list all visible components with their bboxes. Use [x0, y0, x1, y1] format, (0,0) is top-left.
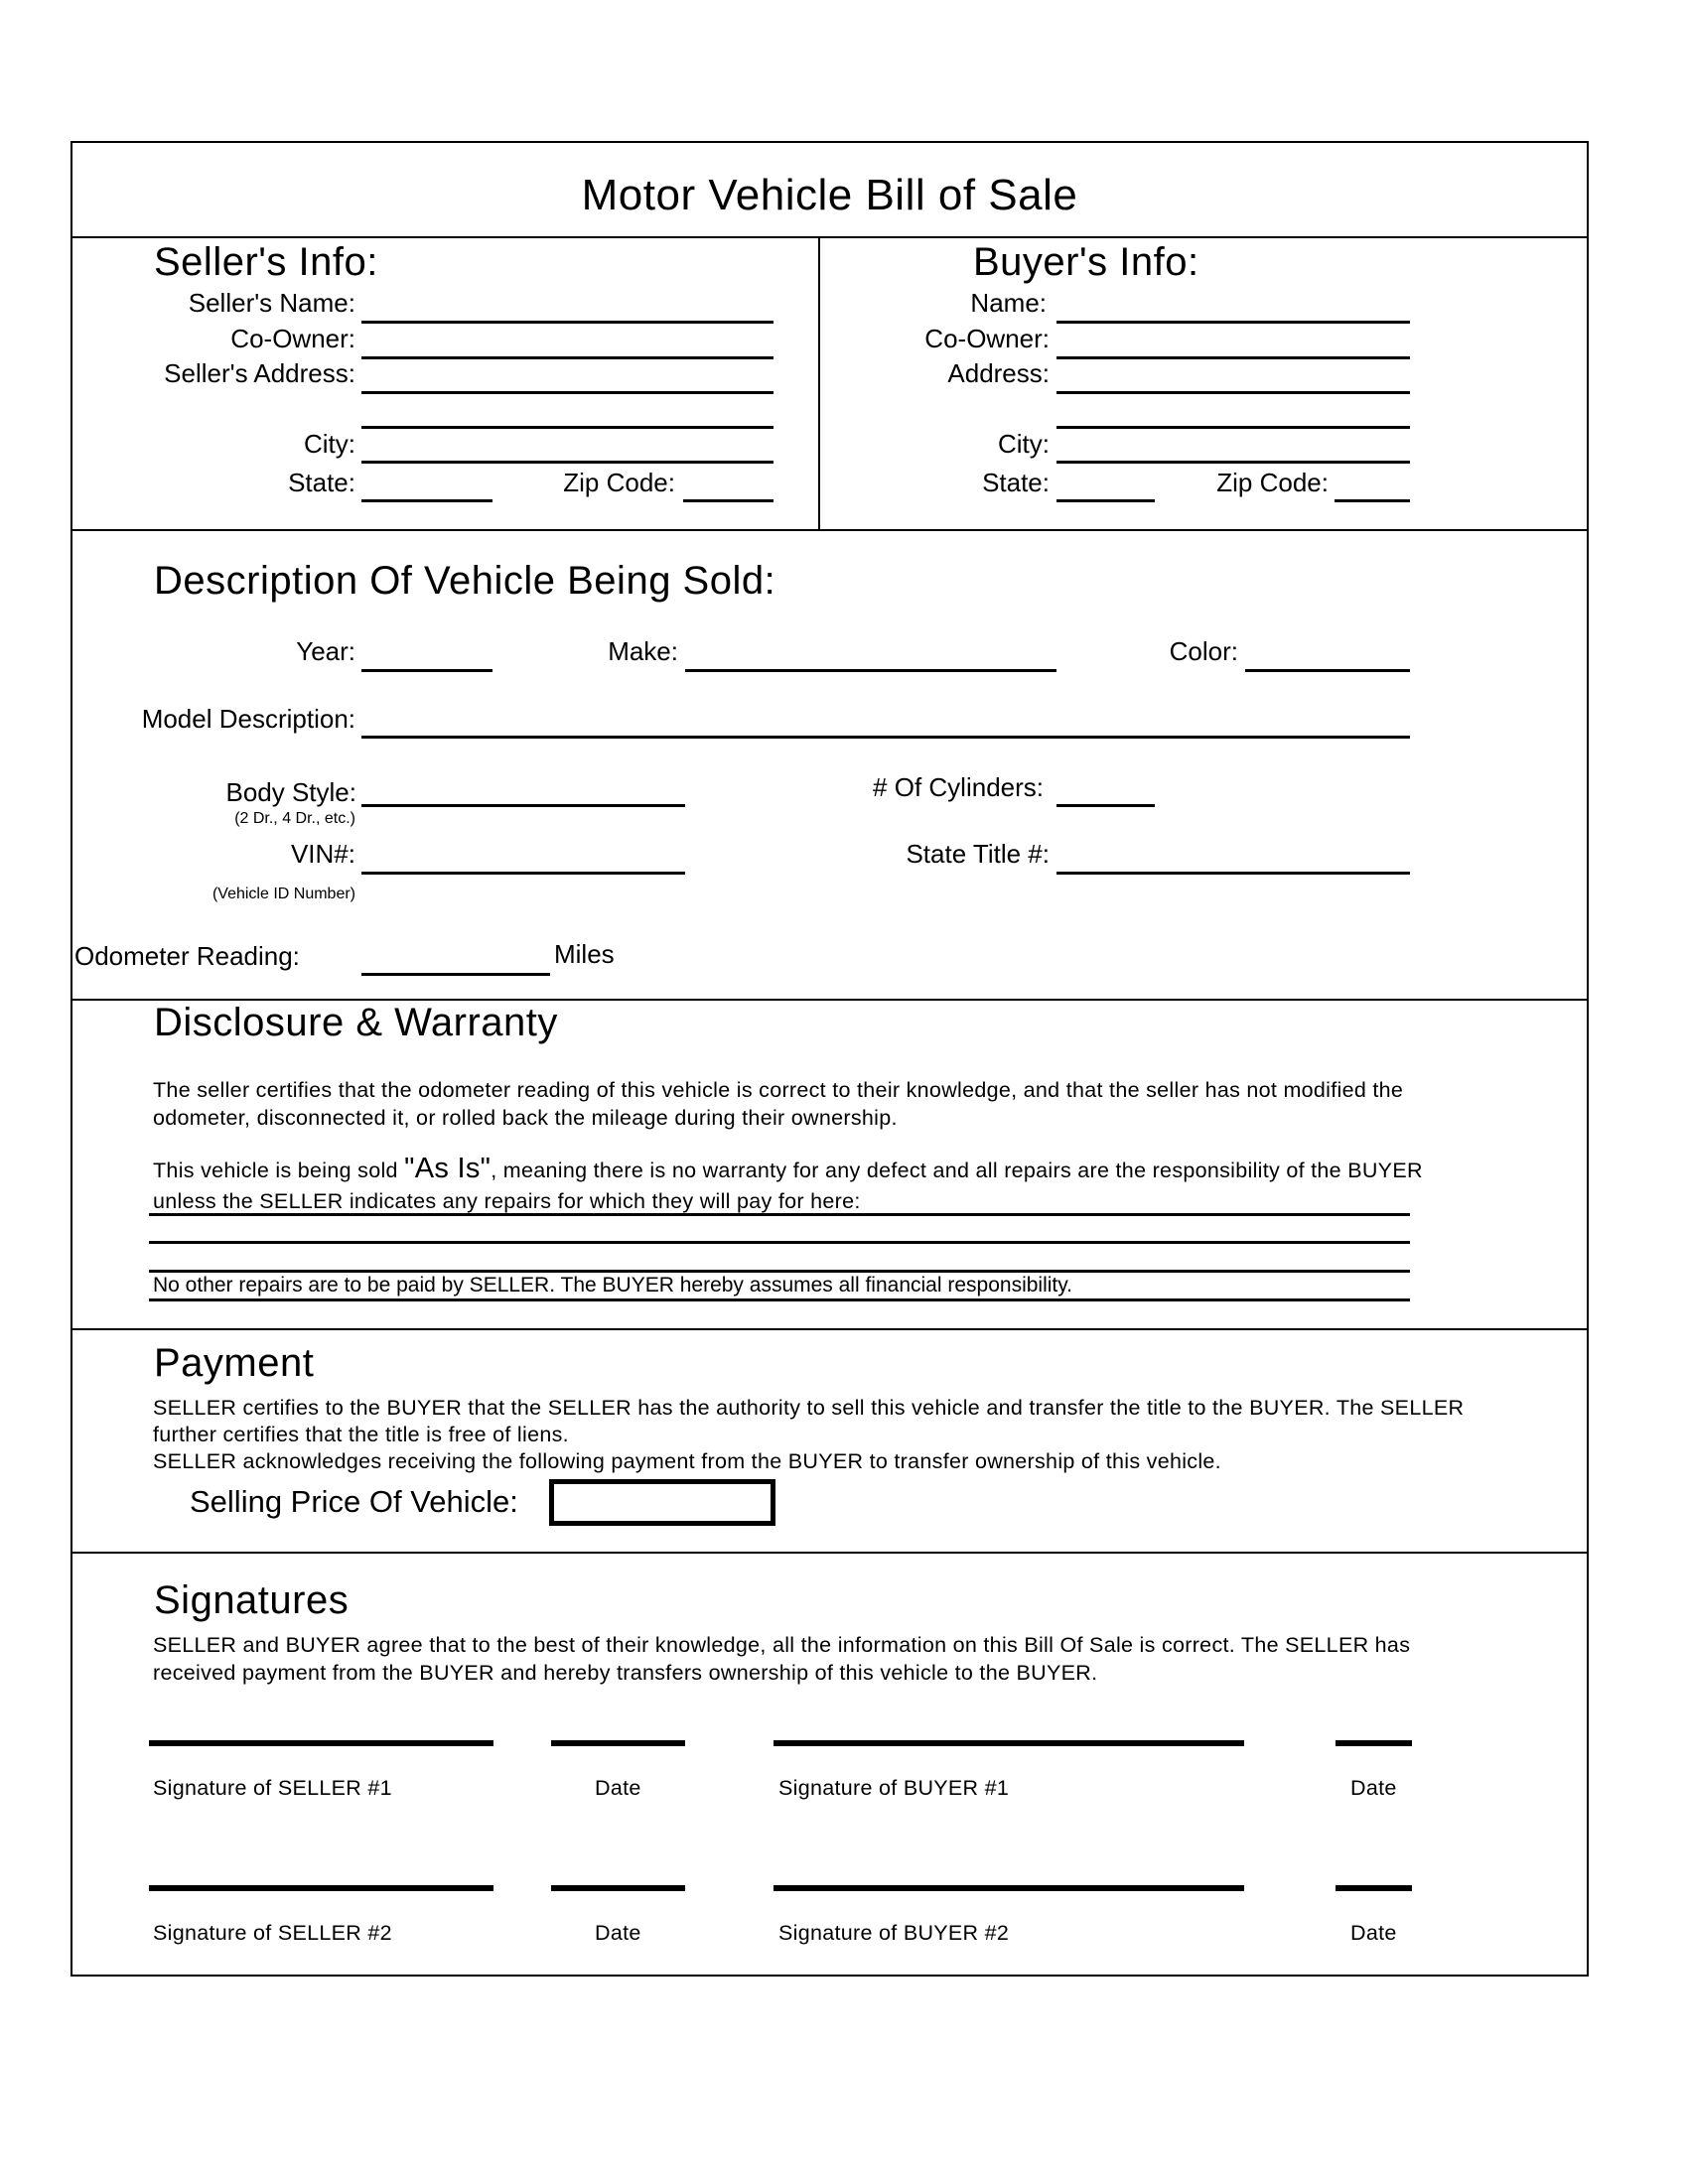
buyer1-date-label: Date: [1350, 1776, 1397, 1800]
seller2-date-line[interactable]: [551, 1885, 685, 1891]
buyer1-date-line[interactable]: [1336, 1740, 1412, 1746]
as-is-text: "As Is": [404, 1153, 492, 1184]
no-other-repairs-text: No other repairs are to be paid by SELLER. The BUYER hereby assumes all financial responsibility.: [153, 1274, 1073, 1297]
seller-address-label: Seller's Address:: [164, 358, 355, 388]
make-label: Make:: [608, 636, 678, 666]
buyer-city-label: City:: [998, 429, 1050, 459]
miles-label: Miles: [554, 939, 615, 969]
buyer2-date-line[interactable]: [1336, 1885, 1412, 1891]
seller-address-field[interactable]: [361, 391, 774, 394]
disclosure-para2-pre: This vehicle is being sold: [153, 1159, 405, 1182]
seller-zip-field[interactable]: [683, 499, 774, 502]
seller1-signature-line[interactable]: [149, 1740, 493, 1746]
seller1-signature-label: Signature of SELLER #1: [153, 1776, 392, 1800]
disclosure-para2-post: , meaning there is no warranty for any defect and all repairs are the responsibility of the BUYER: [491, 1159, 1423, 1182]
party-divider: [818, 236, 820, 530]
vin-field[interactable]: [361, 872, 685, 875]
payment-section-divider: [70, 1552, 1589, 1554]
buyer2-signature-line[interactable]: [774, 1885, 1244, 1891]
signatures-line2: received payment from the BUYER and hereby transfers ownership of this vehicle to the BUYER.: [153, 1661, 1098, 1685]
vehicle-heading: Description Of Vehicle Being Sold:: [154, 559, 776, 603]
form-title: Motor Vehicle Bill of Sale: [581, 171, 1078, 219]
body-style-field[interactable]: [361, 804, 685, 807]
buyer2-date-label: Date: [1350, 1921, 1397, 1945]
buyer-address-field[interactable]: [1056, 391, 1410, 394]
repairs-line-1[interactable]: [149, 1213, 1410, 1216]
state-title-label: State Title #:: [906, 839, 1050, 869]
seller-address-field-2[interactable]: [361, 426, 774, 429]
seller-coowner-field[interactable]: [361, 356, 774, 359]
buyer-name-field[interactable]: [1056, 321, 1410, 324]
vin-hint: (Vehicle ID Number): [211, 886, 355, 902]
seller-zip-label: Zip Code:: [563, 468, 675, 497]
state-title-field[interactable]: [1056, 872, 1410, 875]
buyer-city-field[interactable]: [1056, 461, 1410, 464]
cylinders-label: # Of Cylinders:: [873, 772, 1044, 802]
disclosure-section-divider: [70, 1328, 1589, 1330]
buyer-zip-field[interactable]: [1335, 499, 1410, 502]
repairs-line-4: [149, 1298, 1410, 1301]
model-field[interactable]: [361, 736, 1410, 739]
buyer-heading: Buyer's Info:: [973, 240, 1199, 284]
party-section-divider: [70, 529, 1589, 531]
buyer-state-label: State:: [982, 468, 1050, 497]
payment-line3: SELLER acknowledges receiving the following payment from the BUYER to transfer ownership of this vehicle.: [153, 1449, 1221, 1473]
disclosure-para1-line2: odometer, disconnected it, or rolled back the mileage during their ownership.: [153, 1106, 898, 1130]
seller2-signature-line[interactable]: [149, 1885, 493, 1891]
disclosure-para2-line1: [153, 1155, 1423, 1184]
color-label: Color:: [1169, 636, 1238, 666]
buyer-address-field-2[interactable]: [1056, 426, 1410, 429]
buyer2-signature-label: Signature of BUYER #2: [778, 1921, 1010, 1945]
payment-line1: SELLER certifies to the BUYER that the SELLER has the authority to sell this vehicle and transfer the title to the BUYER. The SELLER: [153, 1396, 1465, 1420]
body-style-hint: (2 Dr., 4 Dr., etc.): [234, 810, 355, 827]
disclosure-para2-line2: unless the SELLER indicates any repairs for which they will pay for here:: [153, 1189, 861, 1213]
title-divider: [70, 236, 1589, 238]
odometer-field[interactable]: [361, 973, 550, 976]
seller-state-label: State:: [288, 468, 355, 497]
body-style-label: Body Style:: [225, 777, 356, 807]
buyer-state-field[interactable]: [1056, 499, 1155, 502]
model-label: Model Description:: [141, 704, 355, 734]
buyer-coowner-field[interactable]: [1056, 356, 1410, 359]
cylinders-field[interactable]: [1056, 804, 1155, 807]
vin-label: VIN#:: [290, 839, 355, 869]
signatures-heading: Signatures: [154, 1578, 350, 1622]
buyer1-signature-label: Signature of BUYER #1: [778, 1776, 1010, 1800]
year-label: Year:: [296, 636, 355, 666]
seller-name-label: Seller's Name:: [188, 288, 355, 318]
seller-city-label: City:: [304, 429, 355, 459]
seller-name-field[interactable]: [361, 321, 774, 324]
signatures-line1: SELLER and BUYER agree that to the best of their knowledge, all the information on this Bill Of Sale is correct. The SELLER has: [153, 1633, 1411, 1657]
selling-price-label: Selling Price Of Vehicle:: [190, 1484, 518, 1519]
buyer-zip-label: Zip Code:: [1216, 468, 1329, 497]
seller-coowner-label: Co-Owner:: [230, 324, 355, 353]
seller1-date-label: Date: [595, 1776, 641, 1800]
seller-city-field[interactable]: [361, 461, 774, 464]
buyer-coowner-label: Co-Owner:: [924, 324, 1050, 353]
disclosure-heading: Disclosure & Warranty: [154, 1001, 558, 1044]
seller-heading: Seller's Info:: [154, 240, 378, 284]
buyer-address-label: Address:: [947, 358, 1050, 388]
form-border: [70, 141, 1589, 1977]
buyer-name-label: Name:: [970, 288, 1047, 318]
seller2-date-label: Date: [595, 1921, 641, 1945]
disclosure-para1-line1: The seller certifies that the odometer reading of this vehicle is correct to their knowledge, and that the seller has not modified the: [153, 1078, 1404, 1102]
year-field[interactable]: [361, 669, 492, 672]
color-field[interactable]: [1245, 669, 1410, 672]
make-field[interactable]: [685, 669, 1056, 672]
odometer-label: Odometer Reading:: [74, 941, 300, 971]
selling-price-box[interactable]: [549, 1479, 775, 1526]
seller2-signature-label: Signature of SELLER #2: [153, 1921, 392, 1945]
payment-line2: further certifies that the title is free of liens.: [153, 1423, 569, 1446]
seller-state-field[interactable]: [361, 499, 492, 502]
repairs-line-2[interactable]: [149, 1241, 1410, 1244]
payment-heading: Payment: [154, 1341, 315, 1385]
buyer1-signature-line[interactable]: [774, 1740, 1244, 1746]
seller1-date-line[interactable]: [551, 1740, 685, 1746]
